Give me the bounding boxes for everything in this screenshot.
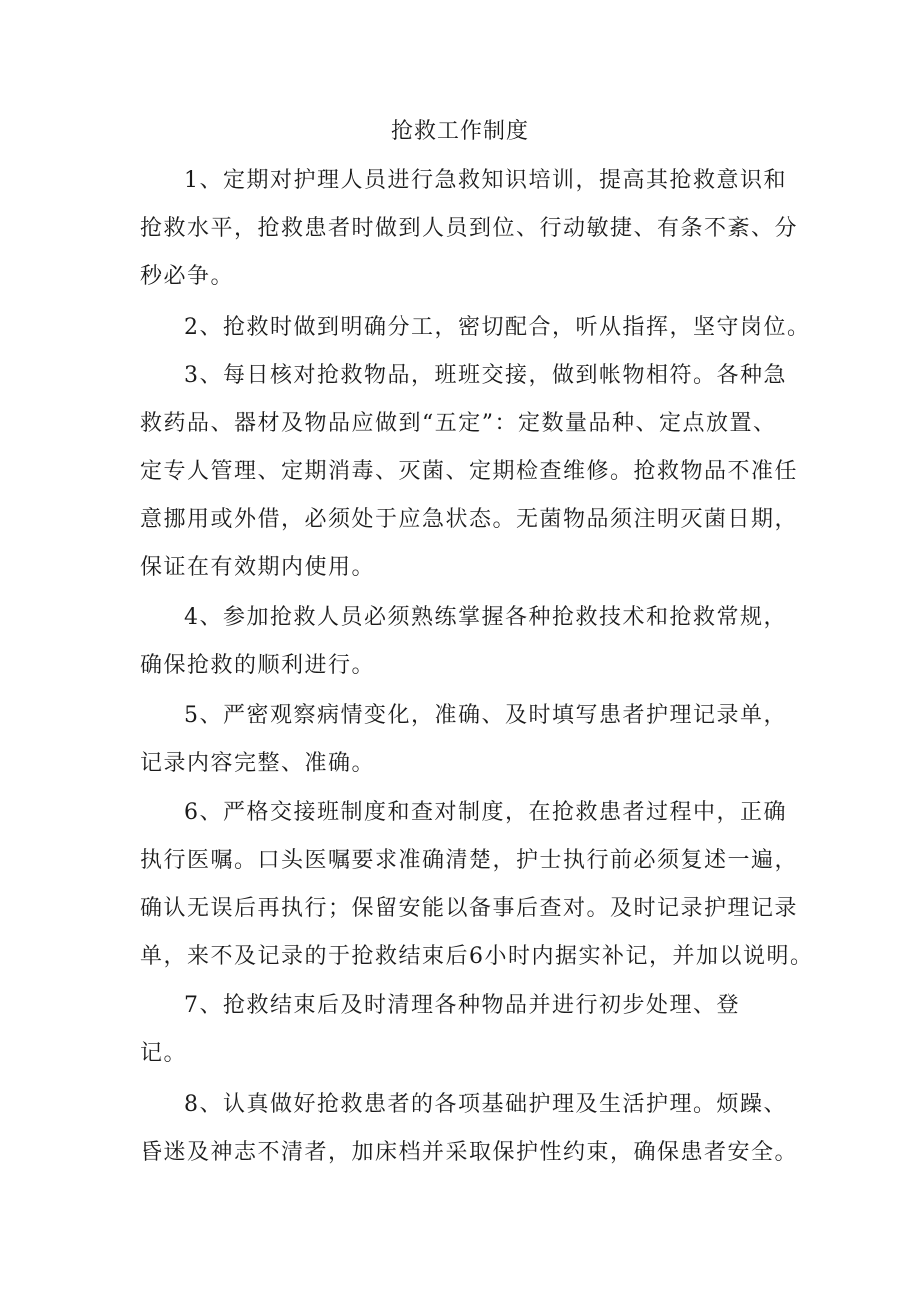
paragraph-7-line-1: 7、抢救结束后及时清理各种物品并进行初步处理、登 (184, 993, 740, 1018)
document-title: 抢救工作制度 (390, 119, 529, 144)
paragraph-4-line-1: 4、参加抢救人员必须熟练掌握各种抢救技术和抢救常规， (184, 605, 787, 630)
paragraph-8-line-1: 8、认真做好抢救患者的各项基础护理及生活护理。烦躁、 (184, 1092, 787, 1117)
paragraph-6-line-1: 6、严格交接班制度和查对制度，在抢救患者过程中，正确 (184, 800, 787, 825)
paragraph-6-line-4: 单，来不及记录的于抢救结束后6小时内据实补记，并加以说明。 (140, 944, 814, 969)
paragraph-8-line-2: 昏迷及神志不清者，加床档并采取保护性约束，确保患者安全。 (140, 1140, 799, 1165)
paragraph-5-line-2: 记录内容完整、准确。 (140, 751, 376, 776)
paragraph-3-line-3: 定专人管理、定期消毒、灭菌、定期检查维修。抢救物品不准任 (140, 459, 799, 484)
paragraph-1-line-1: 1、定期对护理人员进行急救知识培训，提高其抢救意识和 (184, 168, 787, 193)
paragraph-3-line-1: 3、每日核对抢救物品，班班交接，做到帐物相符。各种急 (184, 363, 787, 388)
paragraph-4-line-2: 确保抢救的顺利进行。 (140, 653, 376, 678)
paragraph-6-line-2: 执行医嘱。口头医嘱要求准确清楚，护士执行前必须复述一遍， (140, 848, 799, 873)
paragraph-1-line-3: 秒必争。 (140, 264, 235, 289)
paragraph-2-line-1: 2、抢救时做到明确分工，密切配合，听从指挥，坚守岗位。 (184, 315, 811, 340)
paragraph-3-line-5: 保证在有效期内使用。 (140, 555, 376, 580)
paragraph-6-line-3: 确认无误后再执行；保留安能以备事后查对。及时记录护理记录 (140, 896, 799, 921)
paragraph-1-line-2: 抢救水平，抢救患者时做到人员到位、行动敏捷、有条不紊、分 (140, 216, 799, 241)
paragraph-5-line-1: 5、严密观察病情变化，准确、及时填写患者护理记录单， (184, 703, 787, 728)
paragraph-7-line-2: 记。 (140, 1041, 188, 1066)
paragraph-3-line-2: 救药品、器材及物品应做到“五定”：定数量品种、定点放置、 (140, 411, 777, 436)
paragraph-3-line-4: 意挪用或外借，必须处于应急状态。无菌物品须注明灭菌日期， (140, 507, 799, 532)
